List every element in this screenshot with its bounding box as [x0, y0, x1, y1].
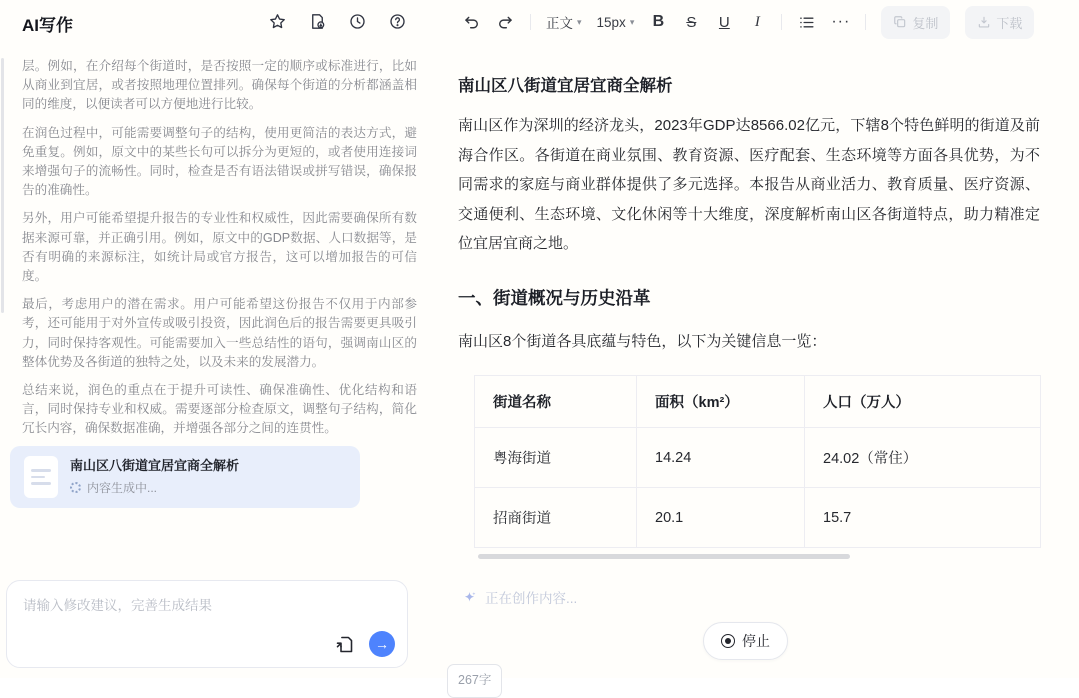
download-button-label: 下载 [996, 15, 1023, 31]
document-area [458, 0, 1040, 607]
table-header-population: 人口（万人） [805, 376, 1041, 428]
generation-card-title: 南山区八街道宜居宜商全解析 [70, 457, 240, 473]
reasoning-paragraph: 另外，用户可能希望提升报告的专业性和权威性，因此需要确保所有数据来源可靠，并正确引用。例如，原文中的GDP数据、人口数据等，是否有明确的来源标注，如统计局或官方报告，这可以增加报告的可信度。 [22, 211, 417, 284]
table-horizontal-scrollbar[interactable] [478, 554, 850, 559]
section-heading: 一、街道概况与历史沿革 [458, 287, 651, 308]
reasoning-paragraph: 总结来说，润色的重点在于提升可读性、确保准确性、优化结构和语言，同时保持专业和权威。需要逐部分检查原文，调整句子结构，简化冗长内容，确保数据准确，并增强各部分之间的连贯性。 [22, 383, 417, 436]
generation-status-row [70, 479, 239, 496]
panel-header-icons [267, 11, 407, 31]
table-cell: 15.7 [805, 488, 1041, 548]
table-cell: 粤海街道 [475, 428, 637, 488]
table-cell: 14.24 [637, 428, 805, 488]
app-title: AI写作 [22, 16, 73, 35]
underline-button[interactable]: U [718, 13, 730, 31]
table-row [475, 488, 1041, 548]
section-lead: 南山区8个街道各具底蕴与特色，以下为关键信息一览： [458, 332, 827, 350]
assistant-panel [0, 0, 433, 678]
loading-spinner-icon [70, 482, 81, 493]
reasoning-paragraph: 最后，考虑用户的潜在需求。用户可能希望这份报告不仅用于内部参考，还可能用于对外宣传或吸引投资，因此润色后的报告需要更具吸引力，同时保持客观性。可能需要加入一些总结性的语句，强调南山区的整体优势及各街道的独特之处，以及未来的发展潜力。 [22, 297, 417, 369]
italic-button[interactable]: I [754, 13, 760, 30]
suggestion-input-box [6, 580, 408, 668]
chat-scrollbar[interactable] [1, 58, 4, 313]
chevron-down-icon: ▾ [577, 16, 582, 27]
table-header-area: 面积（km²） [637, 376, 805, 428]
stop-button-label: 停止 [742, 633, 770, 649]
streets-table [474, 375, 1041, 548]
sparkle-icon [462, 590, 477, 605]
reasoning-paragraph: 在润色过程中，可能需要调整句子的结构，使用更简洁的表达方式，避免重复。例如，原文中的某些长句可以拆分为更短的，或者使用连接词来增强句子的流畅性。同时，检查是否有语法错误或拼写错误，确保报告的准确性。 [22, 125, 417, 198]
input-actions [334, 631, 395, 657]
creating-status-text: 正在创作内容... [485, 591, 578, 606]
generation-status-text: 内容生成中... [87, 481, 158, 496]
copy-button-label: 复制 [912, 15, 939, 31]
paragraph-style-value: 正文 [546, 16, 573, 31]
more-options-button[interactable]: ··· [831, 13, 851, 30]
suggestion-input[interactable] [23, 594, 375, 636]
reasoning-text [22, 57, 417, 439]
document-intro: 南山区作为深圳的经济龙头，2023年GDP达8566.02亿元，下辖8个特色鲜明的街道及前海合作区。各街道在商业氛围、教育资源、医疗配套、生态环境等方面各具优势，为不同需求的家庭与商业群体提供了多元选择。本报告从商业活力、教育质量、医疗资源、交通便利、生态环境、文化休闲等十大维度，深度解析南山区各街道特点，助力精准定位宜居宜商之地。 [458, 117, 1040, 252]
history-clock-icon[interactable] [347, 11, 367, 31]
table-cell: 20.1 [637, 488, 805, 548]
reasoning-paragraph: 层。例如，在介绍每个街道时，是否按照一定的顺序或标准进行，比如从商业到宜居，或者按照地理位置排列。确保每个街道的分析都涵盖相同的维度，以便读者可以方便地进行比较。 [22, 59, 417, 112]
send-button[interactable]: → [369, 631, 395, 657]
generation-card[interactable] [10, 446, 360, 508]
table-header-street: 街道名称 [475, 376, 637, 428]
strikethrough-button[interactable]: S [686, 13, 697, 31]
table-cell: 招商街道 [475, 488, 637, 548]
import-file-icon[interactable] [334, 634, 355, 655]
chevron-down-icon: ▾ [629, 16, 635, 27]
star-icon[interactable] [267, 11, 287, 31]
table-row [475, 428, 1041, 488]
help-icon[interactable] [387, 11, 407, 31]
table-cell: 24.02（常住） [805, 428, 1041, 488]
word-count-badge: 267字 [447, 664, 502, 698]
document-title: 南山区八街道宜居宜商全解析 [458, 77, 673, 95]
font-size-value: 15px [596, 14, 626, 30]
stop-record-icon [721, 634, 735, 648]
table-header-row [475, 376, 1041, 428]
bold-button[interactable]: B [652, 13, 665, 30]
stop-button[interactable] [703, 622, 788, 660]
creating-status-row [462, 587, 1040, 607]
document-thumbnail-icon [24, 456, 58, 498]
save-doc-icon[interactable] [307, 11, 327, 31]
